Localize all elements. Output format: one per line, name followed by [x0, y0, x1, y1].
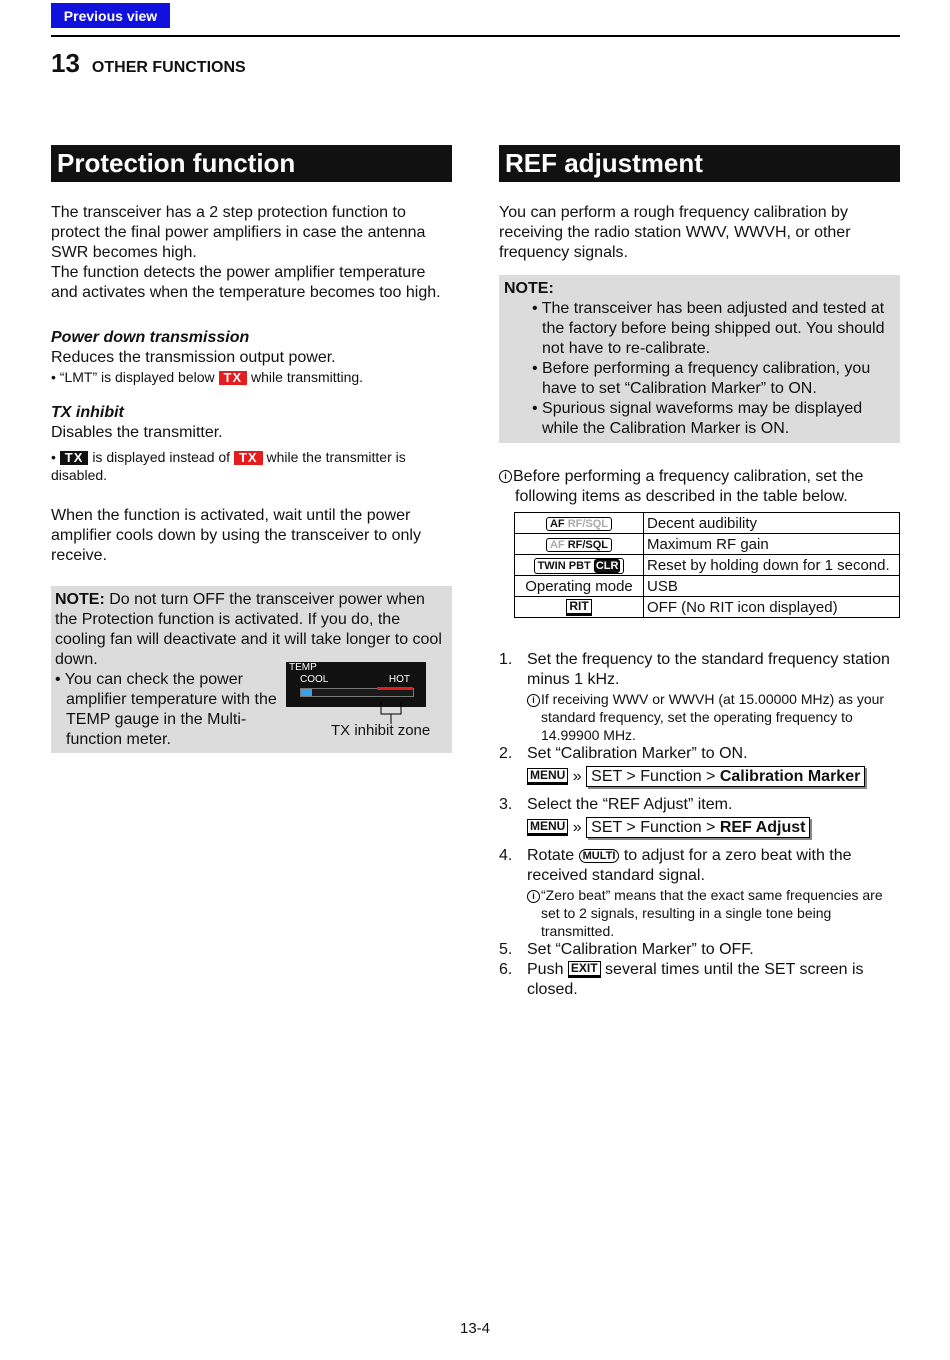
twin-pbt-knob: TWIN PBT CLR [534, 558, 625, 574]
menu-key: MENU [527, 768, 568, 785]
table-value: Reset by holding down for 1 second. [644, 555, 900, 576]
exit-key: EXIT [568, 961, 601, 978]
menu-path-calibration-marker: SET > Function > Calibration Marker [586, 766, 865, 787]
rit-key: RIT [566, 599, 591, 616]
table-value: Decent audibility [644, 513, 900, 534]
step-3: 3. Select the “REF Adjust” item. MENU » SET > Function > REF Adjust [499, 795, 900, 838]
table-row [515, 513, 900, 534]
meter-caption: TX inhibit zone [331, 722, 431, 739]
step-6-text: Push EXIT several times until the SET screen is closed. [527, 961, 864, 998]
txi-bullet-mid: is displayed instead of [92, 449, 231, 465]
ref-note-bullet-1: • The transceiver has been adjusted and tested at the factory before being shipped out. You should not have to re-calibrate. [532, 300, 885, 357]
table-value: Maximum RF gain [644, 534, 900, 555]
txi-title: TX inhibit [51, 404, 124, 421]
table-label: Operating mode [515, 576, 644, 597]
step-2-text: Set “Calibration Marker” to ON. [527, 745, 748, 762]
ref-intro: You can perform a rough frequency calibration by receiving the radio station WWV, WWVH, or other frequency signals. [499, 204, 851, 261]
af-rfsql-knob: AF RF/SQL [546, 538, 612, 552]
header-rule [51, 35, 900, 37]
step-5-text: Set “Calibration Marker” to OFF. [527, 941, 754, 958]
pdt-bullet [51, 368, 452, 386]
pdt-desc: Reduces the transmission output power. [51, 349, 336, 366]
tx-inhibit-zone-marker [377, 687, 413, 690]
txi-bullet-pre: • [51, 449, 56, 465]
protection-heading: Protection function [51, 145, 452, 182]
hot-label: HOT [388, 674, 410, 685]
txi-bullet [51, 448, 452, 484]
pdt-bullet-pre: • “LMT” is displayed below [51, 369, 215, 385]
table-row [515, 597, 900, 618]
af-rfsql-knob: AF RF/SQL [546, 517, 612, 531]
pdt-bullet-post: while transmitting. [251, 369, 364, 385]
activated-text: When the function is activated, wait until the power amplifier cools down by using the transceiver to only receive. [51, 507, 421, 564]
ref-before [499, 467, 900, 507]
table-key-cell [515, 534, 644, 555]
table-key-cell [515, 513, 644, 534]
tx-icon: TX [234, 451, 263, 465]
step-3-path: MENU » SET > Function > REF Adjust [527, 817, 900, 838]
protection-column [51, 203, 452, 566]
page-number: 13-4 [459, 1320, 491, 1337]
settings-table [514, 512, 900, 618]
table-key-cell [515, 555, 644, 576]
protection-note [55, 590, 448, 670]
table-row [515, 576, 900, 597]
chapter-number: 13 [51, 48, 80, 78]
multi-knob: MULTI [579, 849, 620, 863]
step-4-info: i “Zero beat” means that the exact same frequencies are set to 2 signals, resulting in a single tone being transmitted. [527, 886, 900, 940]
note-label: NOTE: [55, 591, 105, 608]
temp-bar [300, 688, 414, 697]
ref-note-label: NOTE: [504, 280, 554, 297]
table-row [515, 555, 900, 576]
protection-intro-1: The transceiver has a 2 step protection function to protect the final power amplifiers in case the antenna SWR becomes high. [51, 204, 426, 261]
table-key-cell [515, 597, 644, 618]
ref-heading: REF adjustment [499, 145, 900, 182]
ref-note-bullet-2: • Before performing a frequency calibration, you have to set “Calibration Marker” to ON. [532, 360, 871, 397]
info-icon: i [527, 694, 540, 707]
info-icon: i [527, 890, 540, 903]
temp-bar-fill [301, 689, 312, 696]
cool-label: COOL [300, 674, 329, 685]
menu-key: MENU [527, 819, 568, 836]
step-2-path: MENU » SET > Function > Calibration Marker [527, 766, 900, 787]
pdt-title: Power down transmission [51, 329, 250, 346]
step-6: 6. Push EXIT several times until the SET screen is closed. [499, 960, 900, 1000]
step-5: 5. Set “Calibration Marker” to OFF. [499, 940, 900, 960]
temp-label: TEMP [289, 662, 317, 673]
step-3-text: Select the “REF Adjust” item. [527, 796, 733, 813]
step-2: 2. Set “Calibration Marker” to ON. MENU » SET > Function > Calibration Marker [499, 744, 900, 787]
protection-intro-2: The function detects the power amplifier temperature and activates when the temperature becomes too high. [51, 264, 441, 301]
step-4: 4. Rotate MULTI to adjust for a zero beat with the received standard signal. i “Zero beat” means that the exact same frequencies are set to 2 signals, resulting in a single tone being transmitted. [499, 846, 900, 940]
tx-icon: TX [219, 371, 248, 385]
tx-inhibit-icon: TX [60, 451, 89, 465]
note-text: Do not turn OFF the transceiver power when the Protection function is activated. If you do, the cooling fan will deactivate and it will take longer to cool down. [55, 591, 442, 668]
step-1-info: i If receiving WWV or WWVH (at 15.00000 MHz) as your standard frequency, set the operating frequency to 14.99900 MHz. [527, 690, 900, 744]
previous-view-button[interactable]: Previous view [51, 3, 170, 28]
temp-gauge [286, 662, 426, 707]
step-1: 1. Set the frequency to the standard frequency station minus 1 kHz. i If receiving WWV or WWVH (at 15.00000 MHz) as your standard frequency, set the operating frequency to 14.99900 MHz. [499, 650, 900, 744]
chapter-header [51, 48, 246, 79]
txi-bullet-post: while the transmitter is disabled. [51, 449, 406, 483]
table-row [515, 534, 900, 555]
steps-list [499, 650, 900, 1000]
table-value: OFF (No RIT icon displayed) [644, 597, 900, 618]
note-bullet: • You can check the power amplifier temperature with the TEMP gauge in the Multi-function meter. [55, 671, 277, 748]
ref-note-box [499, 275, 900, 443]
menu-path-ref-adjust: SET > Function > REF Adjust [586, 817, 810, 838]
info-icon: i [499, 470, 512, 483]
ref-before-text: Before performing a frequency calibration, set the following items as described in the table below. [513, 468, 864, 505]
step-4-text: Rotate MULTI to adjust for a zero beat with the received standard signal. [527, 847, 852, 884]
chapter-title: OTHER FUNCTIONS [91, 59, 246, 76]
ref-note-bullet-3: • Spurious signal waveforms may be displayed while the Calibration Marker is ON. [532, 400, 863, 437]
txi-desc: Disables the transmitter. [51, 424, 223, 441]
step-1-text: Set the frequency to the standard frequency station minus 1 kHz. [527, 651, 890, 688]
table-value: USB [644, 576, 900, 597]
